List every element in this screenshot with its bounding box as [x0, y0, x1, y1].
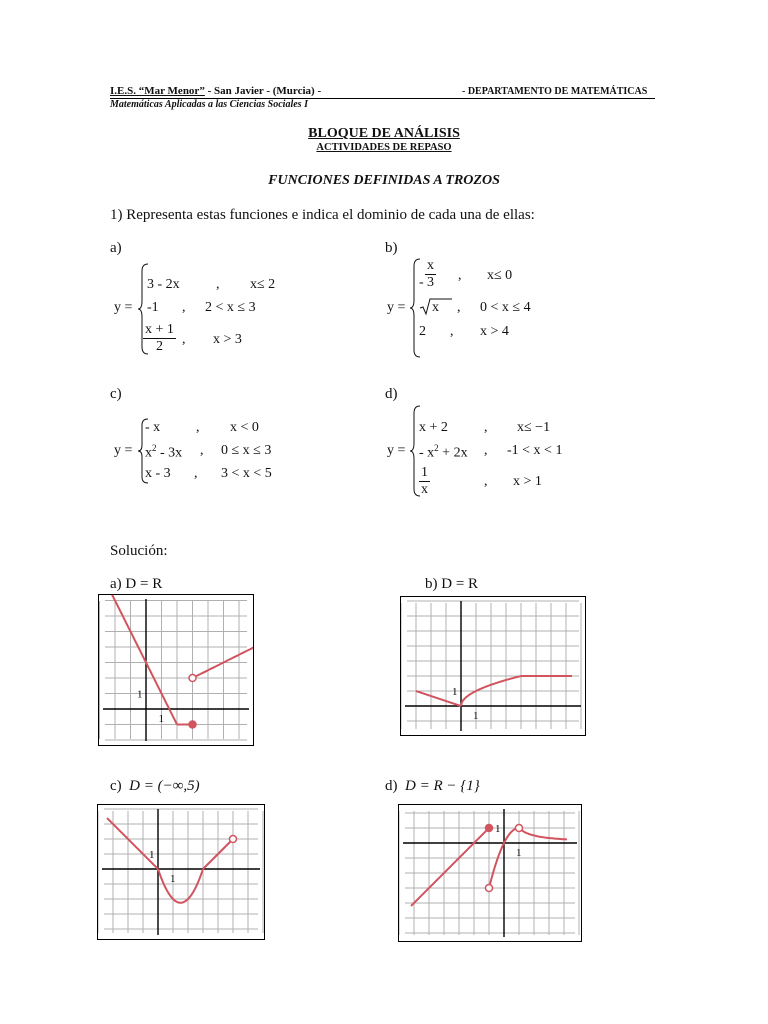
function-b-piece1-sep: , — [458, 268, 462, 283]
x-tick-label: 1 — [170, 873, 176, 885]
graph-a-frame — [98, 594, 254, 746]
function-a-y: y = — [114, 300, 133, 315]
solution-c-prefix: c) — [110, 778, 122, 794]
closed-endpoint — [486, 825, 493, 832]
solution-a-domain: a) D = R — [110, 576, 163, 592]
function-b-piece1-num: x — [427, 258, 434, 273]
x-tick-label: 1 — [473, 710, 479, 722]
function-b-piece1-sign: - — [419, 275, 424, 290]
graph-b — [401, 597, 585, 735]
function-d-piece3-frac — [419, 465, 430, 498]
function-c-y: y = — [114, 443, 133, 458]
function-c-piece2-expr — [145, 443, 182, 462]
function-d-piece3-sep: , — [484, 474, 488, 489]
function-c-piece2-rest: - 3x — [156, 445, 183, 461]
function-c-piece3-sep: , — [194, 466, 198, 481]
function-d-piece2-rest: + 2x — [438, 445, 468, 461]
y-tick-label: 1 — [495, 823, 501, 835]
function-c-piece3-cond: 3 < x < 5 — [221, 466, 272, 481]
function-b-piece1-cond: x≤ 0 — [487, 268, 513, 283]
y-tick-label: 1 — [137, 688, 143, 701]
solution-c-formula: D = (−∞,5) — [129, 778, 200, 794]
function-a-piece1-sep: , — [216, 277, 220, 292]
curve-segment — [519, 828, 567, 839]
y-tick-label: 1 — [452, 686, 458, 698]
open-endpoint — [486, 885, 493, 892]
page-title: BLOQUE DE ANÁLISIS — [308, 126, 460, 141]
function-a-piece3-cond: x > 3 — [213, 332, 242, 347]
function-b-piece2-radicand: x — [432, 300, 439, 315]
graph-d-frame — [398, 804, 582, 942]
function-b-label: b) — [385, 240, 398, 256]
function-b-piece1-frac — [425, 258, 436, 291]
function-c-piece1-expr: - x — [145, 420, 161, 435]
closed-endpoint — [189, 721, 196, 728]
curve-segment — [107, 818, 158, 869]
function-a-piece2-expr: -1 — [147, 300, 159, 315]
solution-d-domain — [385, 778, 480, 795]
function-b-piece2-cond: 0 < x ≤ 4 — [480, 300, 531, 315]
function-c-piece3-expr: x - 3 — [145, 466, 171, 481]
function-c-label: c) — [110, 386, 122, 402]
function-c-piece2-sep: , — [200, 443, 204, 458]
function-d-piece2-exp: 2 — [434, 443, 439, 453]
function-a-piece2-cond: 2 < x ≤ 3 — [205, 300, 256, 315]
function-a-piece3-sep: , — [182, 332, 186, 347]
function-a-label: a) — [110, 240, 122, 256]
school-name: I.E.S. “Mar Menor” — [110, 85, 205, 97]
function-a-piece1-expr: 3 - 2x — [147, 277, 180, 292]
graph-b-frame — [400, 596, 586, 736]
graph-c — [98, 805, 264, 939]
function-d-piece3-cond: x > 1 — [513, 474, 542, 489]
graph-d — [399, 805, 581, 941]
function-d-piece1-sep: , — [484, 420, 488, 435]
graph-c-frame — [97, 804, 265, 940]
function-d-piece1-expr: x + 2 — [419, 420, 448, 435]
x-tick-label: 1 — [516, 847, 522, 859]
header-course: Matemáticas Aplicadas a las Ciencias Sociales I — [110, 99, 308, 110]
function-b-y: y = — [387, 300, 406, 315]
function-d-piece2-cond: -1 < x < 1 — [507, 443, 563, 458]
solution-label: Solución: — [110, 543, 168, 559]
function-a-piece3-num: x + 1 — [145, 322, 174, 337]
header-school — [110, 85, 321, 97]
curve-segment — [107, 595, 177, 725]
function-a-piece3-den: 2 — [155, 339, 163, 354]
school-location: - San Javier - (Murcia) - — [204, 85, 322, 97]
function-d-piece2-expr — [419, 443, 468, 462]
x-tick-label: 1 — [158, 713, 164, 725]
page-subtitle: ACTIVIDADES DE REPASO — [316, 142, 452, 153]
curve-segment — [158, 869, 203, 903]
function-a-piece2-sep: , — [182, 300, 186, 315]
function-d-piece2-base: - x — [419, 445, 435, 461]
curve-segment — [411, 828, 489, 906]
function-b-piece3-cond: x > 4 — [480, 324, 509, 339]
solution-c-domain — [110, 778, 200, 795]
function-c-piece2-base: x — [145, 445, 152, 461]
function-d-piece2-sep: , — [484, 443, 488, 458]
function-b-piece2-sep: , — [457, 300, 461, 315]
header-department: - DEPARTAMENTO DE MATEMÁTICAS — [462, 86, 648, 97]
function-c-piece2-cond: 0 ≤ x ≤ 3 — [221, 443, 272, 458]
function-d-piece1-cond: x≤ −1 — [517, 420, 551, 435]
function-b-piece1-den: 3 — [427, 275, 434, 290]
function-b-piece3-expr: 2 — [419, 324, 426, 339]
question-1: 1) Representa estas funciones e indica el dominio de cada una de ellas: — [110, 207, 535, 223]
solution-b-domain: b) D = R — [425, 576, 479, 592]
function-d-label: d) — [385, 386, 398, 402]
function-c-piece1-cond: x < 0 — [230, 420, 259, 435]
function-d-piece3-num: 1 — [421, 465, 428, 480]
solution-d-formula: D = R − {1} — [405, 778, 480, 794]
section-title: FUNCIONES DEFINIDAS A TROZOS — [268, 173, 500, 188]
graph-a — [99, 595, 253, 745]
y-tick-label: 1 — [149, 849, 155, 861]
function-d-y: y = — [387, 443, 406, 458]
function-b-piece3-sep: , — [450, 324, 454, 339]
open-endpoint — [230, 836, 237, 843]
function-c-piece1-sep: , — [196, 420, 200, 435]
solution-d-prefix: d) — [385, 778, 398, 794]
function-d-piece3-den: x — [421, 482, 428, 497]
function-a-piece1-cond: x≤ 2 — [250, 277, 276, 292]
function-a-piece3-frac — [143, 322, 176, 355]
open-endpoint — [189, 675, 196, 682]
open-endpoint — [516, 825, 523, 832]
function-c-piece2-exp: 2 — [152, 443, 157, 453]
